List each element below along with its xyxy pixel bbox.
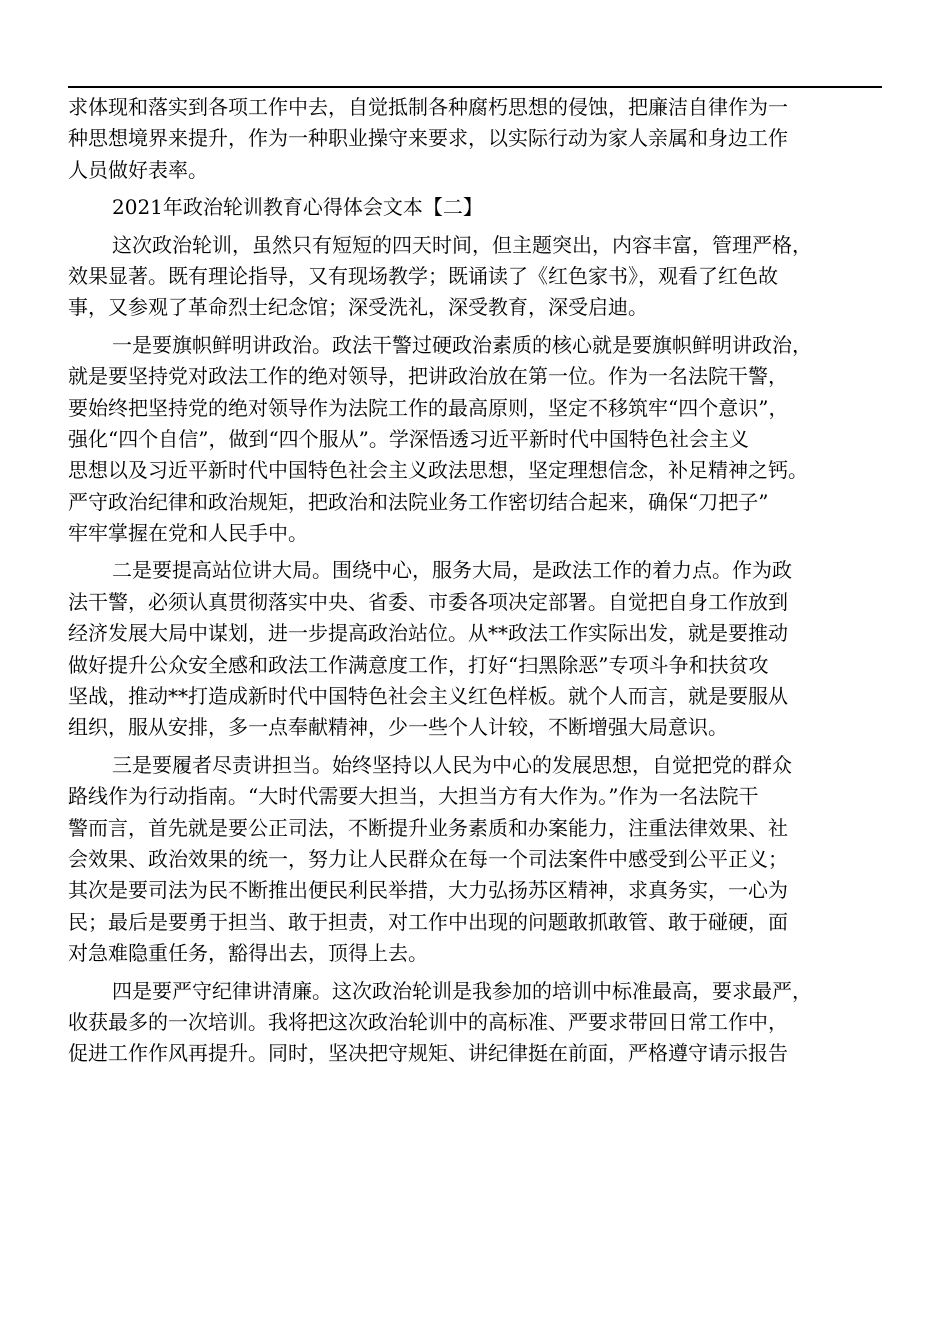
- paragraph: [68, 92, 888, 186]
- text-line: 种思想境界来提升，作为一种职业操守来要求，以实际行动为家人亲属和身边工作: [68, 126, 788, 151]
- text-line: 这次政治轮训，虽然只有短短的四天时间，但主题突出，内容丰富，管理严格，: [112, 232, 812, 257]
- text-line: 坚战，推动**打造成新时代中国特色社会主义红色样板。就个人而言，就是要服从: [68, 684, 788, 709]
- text-line: 就是要坚持党对政法工作的绝对领导，把讲政治放在第一位。作为一名法院干警，: [68, 364, 788, 389]
- text-line: 要始终把坚持党的绝对领导作为法院工作的最高原则，坚定不移筑牢“四个意识”，: [68, 395, 789, 420]
- heading-line: 2021年政治轮训教育心得体会文本【二】: [112, 195, 483, 220]
- text-line: 效果显著。既有理论指导，又有现场教学；既诵读了《红色家书》，观看了红色故: [68, 263, 778, 288]
- text-line: 事，又参观了革命烈士纪念馆；深受洗礼，深受教育，深受启迪。: [68, 295, 648, 320]
- text-line: 其次是要司法为民不断推出便民利民举措，大力弘扬苏区精神，求真务实，一心为: [68, 878, 788, 903]
- text-line: 四是要严守纪律讲清廉。这次政治轮训是我参加的培训中标准最高，要求最严，: [112, 978, 812, 1003]
- section-heading: [68, 192, 888, 223]
- paragraph: [68, 230, 888, 324]
- text-line: 路线作为行动指南。“大时代需要大担当，大担当方有大作为。”作为一名法院干: [68, 784, 759, 809]
- text-line: 收获最多的一次培训。我将把这次政治轮训中的高标准、严要求带回日常工作中，: [68, 1009, 788, 1034]
- text-line: 求体现和落实到各项工作中去，自觉抵制各种腐朽思想的侵蚀，把廉洁自律作为一: [68, 95, 788, 119]
- text-line: 二是要提高站位讲大局。围绕中心，服务大局，是政法工作的着力点。作为政: [112, 558, 792, 583]
- text-line: 一是要旗帜鲜明讲政治。政法干警过硬政治素质的核心就是要旗帜鲜明讲政治，: [112, 332, 812, 357]
- text-line: 促进工作作风再提升。同时，坚决把守规矩、讲纪律挺在前面，严格遵守请示报告: [68, 1041, 788, 1066]
- text-line: 强化“四个自信”，做到“四个服从”。学深悟透习近平新时代中国特色社会主义: [68, 426, 749, 451]
- text-line: 对急难隐重任务，豁得出去，顶得上去。: [68, 941, 428, 966]
- text-line: 牢牢掌握在党和人民手中。: [68, 521, 308, 546]
- text-line: 三是要履者尽责讲担当。始终坚持以人民为中心的发展思想，自觉把党的群众: [112, 752, 792, 777]
- paragraph: [68, 976, 888, 1070]
- text-line: 会效果、政治效果的统一，努力让人民群众在每一个司法案件中感受到公平正义；: [68, 846, 788, 871]
- text-line: 做好提升公众安全感和政法工作满意度工作，打好“扫黑除恶”专项斗争和扶贫攻: [68, 652, 769, 677]
- paragraph: [68, 750, 888, 970]
- text-line: 思想以及习近平新时代中国特色社会主义政法思想，坚定理想信念，补足精神之钙。: [68, 458, 808, 483]
- text-line: 组织，服从安排，多一点奉献精神，少一些个人计较，不断增强大局意识。: [68, 715, 728, 740]
- paragraph: [68, 330, 888, 550]
- paragraph: [68, 555, 888, 743]
- text-line: 严守政治纪律和政治规矩，把政治和法院业务工作密切结合起来，确保“刀把子”: [68, 489, 769, 514]
- text-line: 人员做好表率。: [68, 157, 208, 182]
- text-line: 民；最后是要勇于担当、敢于担责，对工作中出现的问题敢抓敢管、敢于碰硬，面: [68, 909, 788, 934]
- text-line: 警而言，首先就是要公正司法，不断提升业务素质和办案能力，注重法律效果、社: [68, 815, 788, 840]
- text-line: 经济发展大局中谋划，进一步提高政治站位。从**政法工作实际出发，就是要推动: [68, 621, 788, 646]
- header-rule: [68, 86, 882, 88]
- document-body: [68, 92, 888, 1070]
- text-line: 法干警，必须认真贯彻落实中央、省委、市委各项决定部署。自觉把自身工作放到: [68, 589, 788, 614]
